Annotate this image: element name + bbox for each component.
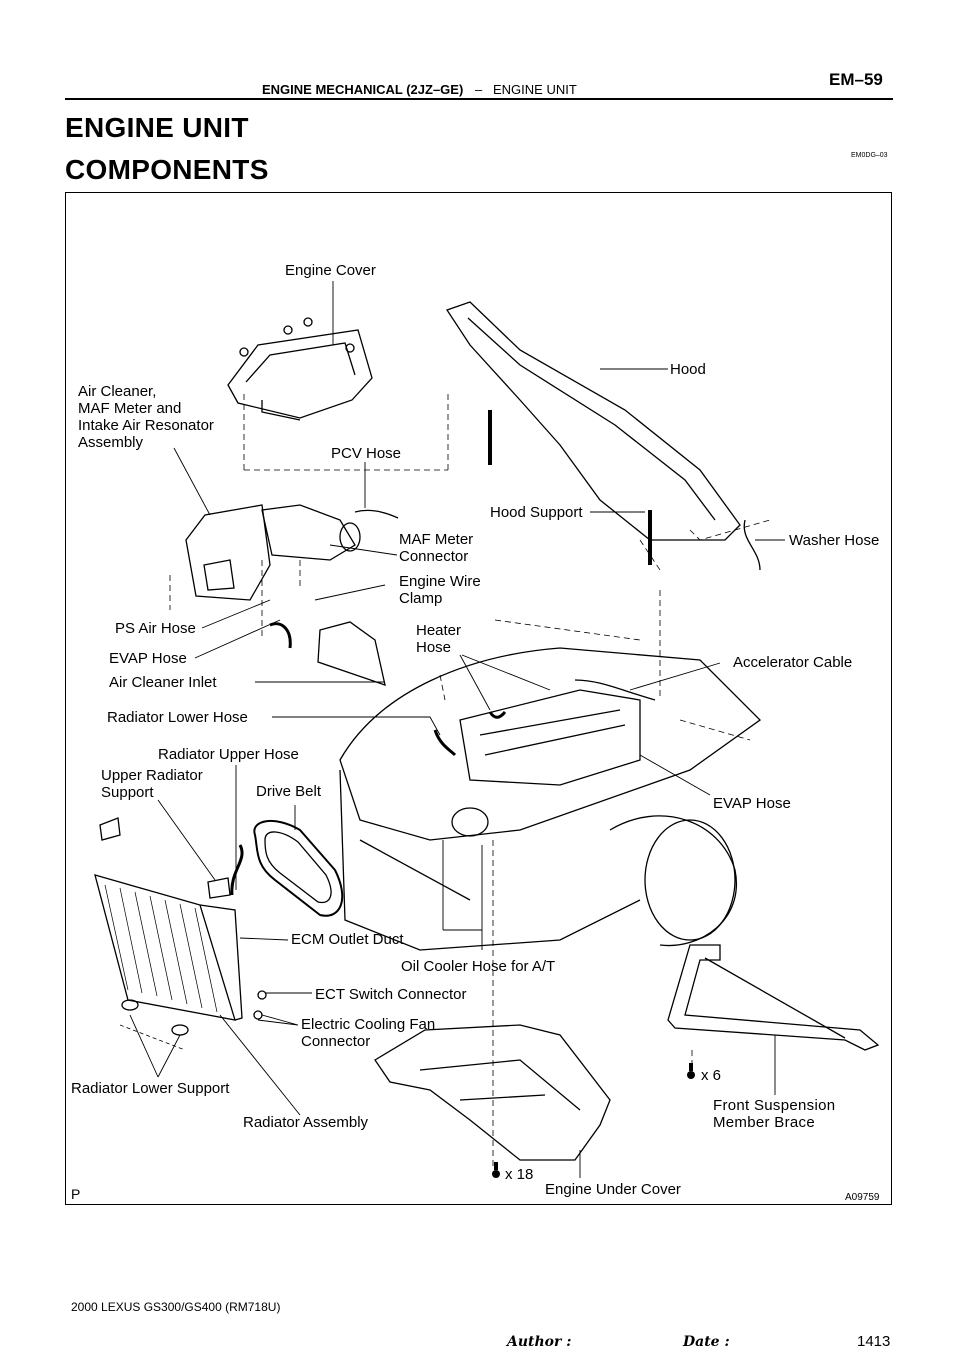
label-radiator-lower-support: Radiator Lower Support <box>71 1080 230 1097</box>
label-pcv-hose: PCV Hose <box>331 445 402 462</box>
header-section: ENGINE MECHANICAL (2JZ–GE) <box>262 82 464 97</box>
label-heater-hose: Heater Hose <box>416 622 462 656</box>
label-bolts-x18: x 18 <box>505 1166 534 1183</box>
label-cooling-fan-connector: Electric Cooling Fan Connector <box>301 1016 436 1050</box>
label-radiator-upper-hose: Radiator Upper Hose <box>158 746 299 763</box>
footer-date-label: Date : <box>683 1334 730 1350</box>
label-radiator-assembly: Radiator Assembly <box>243 1114 369 1131</box>
label-air-cleaner-inlet: Air Cleaner Inlet <box>109 674 217 691</box>
figure-corner-letter: P <box>71 1186 81 1202</box>
label-maf-connector: MAF Meter Connector <box>399 531 474 565</box>
engine-bay-shape <box>340 648 760 840</box>
footer-page-number: 1413 <box>857 1333 891 1350</box>
label-ps-air-hose: PS Air Hose <box>115 620 196 637</box>
label-oil-cooler-hose: Oil Cooler Hose for A/T <box>401 958 556 975</box>
label-radiator-lower-hose: Radiator Lower Hose <box>107 709 248 726</box>
air-cleaner-shape <box>186 505 270 600</box>
section-title: COMPONENTS <box>65 154 269 185</box>
label-front-suspension-brace: Front Suspension Member Brace <box>713 1097 836 1131</box>
label-washer-hose: Washer Hose <box>789 532 880 549</box>
header-separator: – <box>475 82 483 97</box>
label-engine-under-cover: Engine Under Cover <box>545 1181 681 1198</box>
engine-cover-shape <box>228 330 372 418</box>
label-hood: Hood <box>670 361 706 378</box>
label-ect-switch-connector: ECT Switch Connector <box>315 986 467 1003</box>
label-drive-belt: Drive Belt <box>256 783 322 800</box>
label-hood-support: Hood Support <box>490 504 583 521</box>
label-engine-cover: Engine Cover <box>285 262 376 279</box>
label-upper-radiator-support: Upper Radiator Support <box>101 767 203 801</box>
footer-model: 2000 LEXUS GS300/GS400 (RM718U) <box>71 1300 281 1314</box>
label-bolts-x6: x 6 <box>701 1067 722 1084</box>
footer-author-label: Author : <box>507 1334 572 1350</box>
label-engine-wire-clamp: Engine Wire Clamp <box>399 573 481 607</box>
label-evap-hose-left: EVAP Hose <box>109 650 187 667</box>
label-ecm-outlet-duct: ECM Outlet Duct <box>291 931 404 948</box>
page-number-header: EM–59 <box>829 70 883 89</box>
doc-code: EM0DG–03 <box>851 152 888 159</box>
label-accelerator-cable: Accelerator Cable <box>733 654 853 671</box>
header-subsection: ENGINE UNIT <box>493 82 577 97</box>
figure-id: A09759 <box>845 1192 880 1203</box>
page-title: ENGINE UNIT <box>65 112 249 143</box>
label-air-cleaner: Air Cleaner, MAF Meter and Intake Air Resonator Assembly <box>78 383 214 451</box>
air-cleaner-inlet-shape <box>318 622 385 685</box>
label-evap-hose-right: EVAP Hose <box>713 795 791 812</box>
